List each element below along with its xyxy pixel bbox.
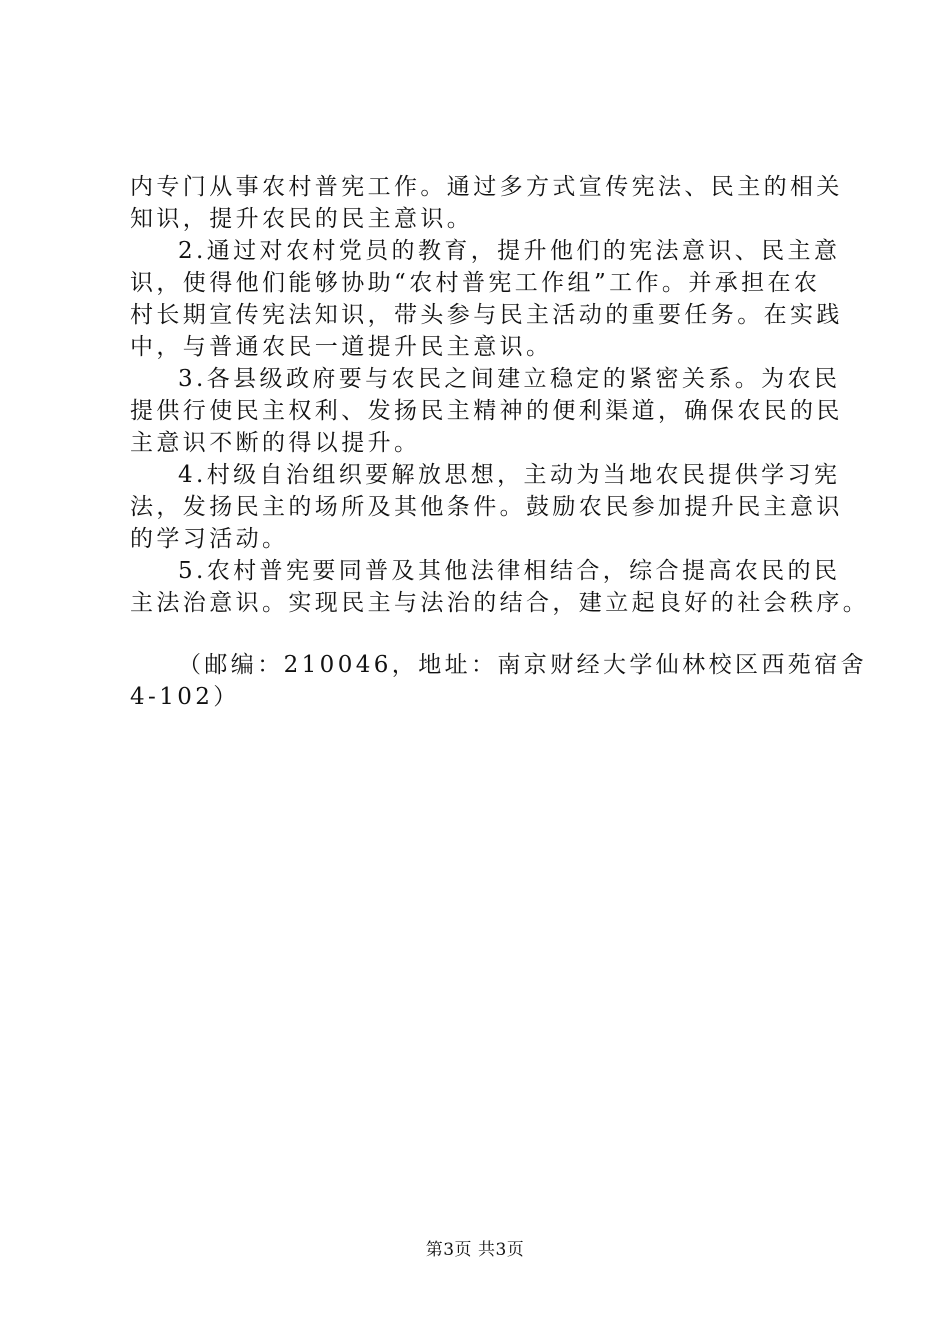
address-line: 4-102） xyxy=(130,684,240,710)
paragraph-line: 内专门从事农村普宪工作。通过多方式宣传宪法、民主的相关 xyxy=(130,174,843,200)
paragraph-line: 4.村级自治组织要解放思想，主动为当地农民提供学习宪 xyxy=(178,462,841,488)
paragraph-line: 的学习活动。 xyxy=(130,526,289,552)
document-body xyxy=(130,171,870,713)
paragraph-line: 提供行使民主权利、发扬民主精神的便利渠道，确保农民的民 xyxy=(130,398,843,424)
paragraph-line: 2.通过对农村党员的教育，提升他们的宪法意识、民主意 xyxy=(178,238,841,264)
paragraph-line: 村长期宣传宪法知识，带头参与民主活动的重要任务。在实践 xyxy=(130,302,843,328)
address-line: （邮编：210046，地址：南京财经大学仙林校区西苑宿舍 xyxy=(178,652,867,678)
page-number: 第3页 共3页 xyxy=(425,1240,525,1260)
paragraph-line: 法，发扬民主的场所及其他条件。鼓励农民参加提升民主意识 xyxy=(130,494,843,520)
paragraph-line: 3.各县级政府要与农民之间建立稳定的紧密关系。为农民 xyxy=(178,366,841,392)
paragraph-line: 识，使得他们能够协助“农村普宪工作组”工作。并承担在农 xyxy=(130,270,821,296)
paragraph-gap xyxy=(130,619,855,649)
paragraph-line: 5.农村普宪要同普及其他法律相结合，综合提高农民的民 xyxy=(178,558,841,584)
paragraph-line: 中，与普通农民一道提升民主意识。 xyxy=(130,334,553,360)
paragraph-line: 主法治意识。实现民主与法治的结合，建立起良好的社会秩序。 xyxy=(130,590,870,616)
paragraph-line: 知识，提升农民的民主意识。 xyxy=(130,206,474,232)
paragraph-line: 主意识不断的得以提升。 xyxy=(130,430,421,456)
page-footer xyxy=(0,1239,950,1261)
